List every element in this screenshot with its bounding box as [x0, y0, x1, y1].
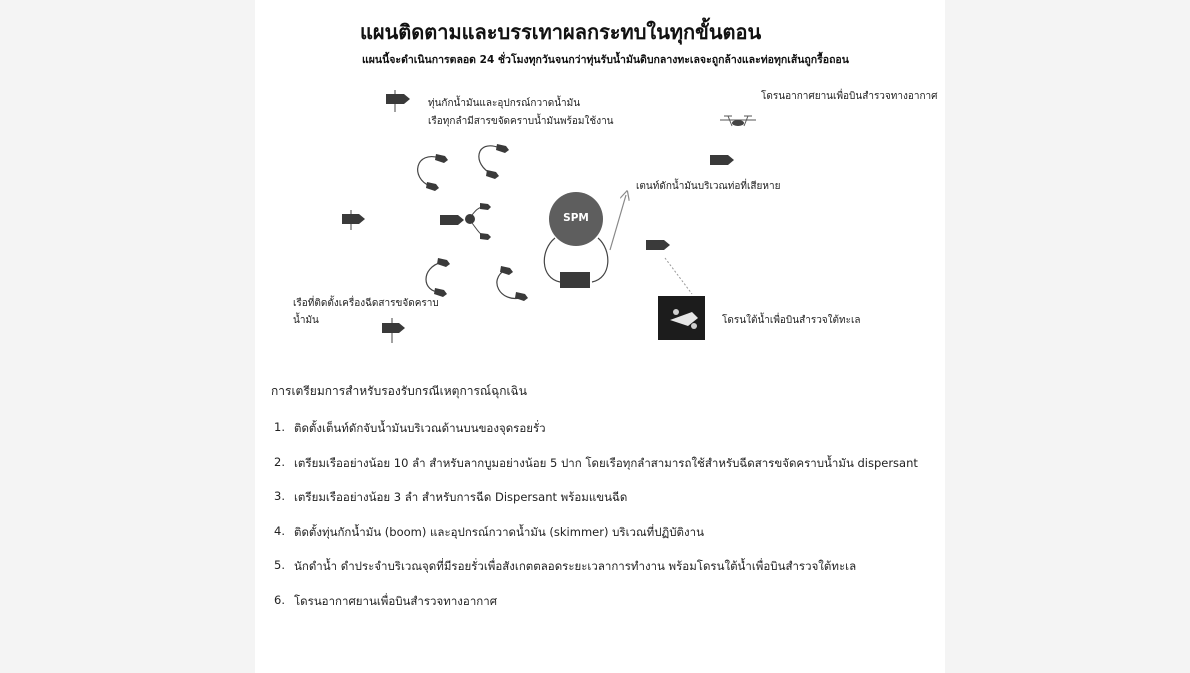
pointer-arrow [610, 195, 626, 250]
dispersant-boat-icon [382, 318, 405, 343]
aerial-drone-label: โดรนอากาศยานเพื่อบินสำรวจทางอากาศ [761, 91, 938, 102]
list-item: 2. เตรียมเรืออย่างน้อย 10 ลำ สำหรับลากบูมอย่างน้อย 5 ปาก โดยเรือทุกลำสามารถใช้สำหรับฉีดสารขจัดคราบน้ำมัน dispersant [274, 454, 918, 470]
spm-buoy [544, 192, 608, 288]
list-item: 6. โดรนอากาศยานเพื่อบินสำรวจทางอากาศ [274, 592, 497, 608]
boom-pair-icon [426, 258, 450, 297]
aerial-drone-icon [720, 116, 756, 126]
underwater-drone-photo [658, 258, 705, 340]
page-subtitle: แผนนี้จะดำเนินการตลอด 24 ชั่วโมงทุกวันจนกว่าทุ่นรับน้ำมันดิบกลางทะเลจะถูกล้างและท่อทุกเส้นถูกรื้อถอน [362, 54, 849, 66]
dispersant-boat-label-line1: เรือที่ติดตั้งเครื่องฉีดสารขจัดคราบ [293, 298, 439, 309]
boom-pair-icon [418, 154, 448, 191]
preparation-list [274, 420, 918, 627]
boat-icon [386, 90, 410, 112]
boat-icon [342, 210, 365, 230]
list-item: 4. ติดตั้งทุ่นกักน้ำมัน (boom) และอุปกรณ์กวาดน้ำมัน (skimmer) บริเวณที่ปฏิบัติงาน [274, 523, 704, 539]
preparation-heading: การเตรียมการสำหรับรองรับกรณีเหตุการณ์ฉุกเฉิน [271, 384, 527, 398]
boom-label-line2: เรือทุกลำมีสารขจัดคราบน้ำมันพร้อมใช้งาน [428, 116, 614, 127]
boat-icon [710, 155, 734, 165]
list-item: 3. เตรียมเรืออย่างน้อย 3 ลำ สำหรับการฉีด Dispersant พร้อมแขนฉีด [274, 489, 628, 504]
boat-icon [646, 240, 670, 250]
boom-label-line1: ทุ่นกักน้ำมันและอุปกรณ์กวาดน้ำมัน [428, 98, 581, 109]
page-title: แผนติดตามและบรรเทาผลกระทบในทุกขั้นตอน [360, 20, 762, 44]
list-item: 5. นักดำน้ำ ดำประจำบริเวณจุดที่มีรอยรั่วเพื่อสังเกตตลอดระยะเวลาการทำงาน พร้อมโดรนใต้น้ำเพื่อบินสำรวจใต้ทะเล [274, 558, 857, 573]
dispersant-boat-label-line2: น้ำมัน [293, 315, 319, 326]
pipe-tent-label: เตนท์ดักน้ำมันบริเวณท่อที่เสียหาย [636, 181, 781, 192]
boom-pair-icon [497, 266, 528, 301]
boom-pair-icon [479, 144, 509, 179]
skimmer-group-icon [440, 203, 491, 240]
list-item: 1. ติดตั้งเต็นท์ดักจับน้ำมันบริเวณด้านบนของจุดรอยรั่ว [274, 420, 546, 435]
spm-label: SPM [563, 212, 589, 224]
underwater-drone-label: โดรนใต้น้ำเพื่อบินสำรวจใต้ทะเล [722, 315, 861, 326]
